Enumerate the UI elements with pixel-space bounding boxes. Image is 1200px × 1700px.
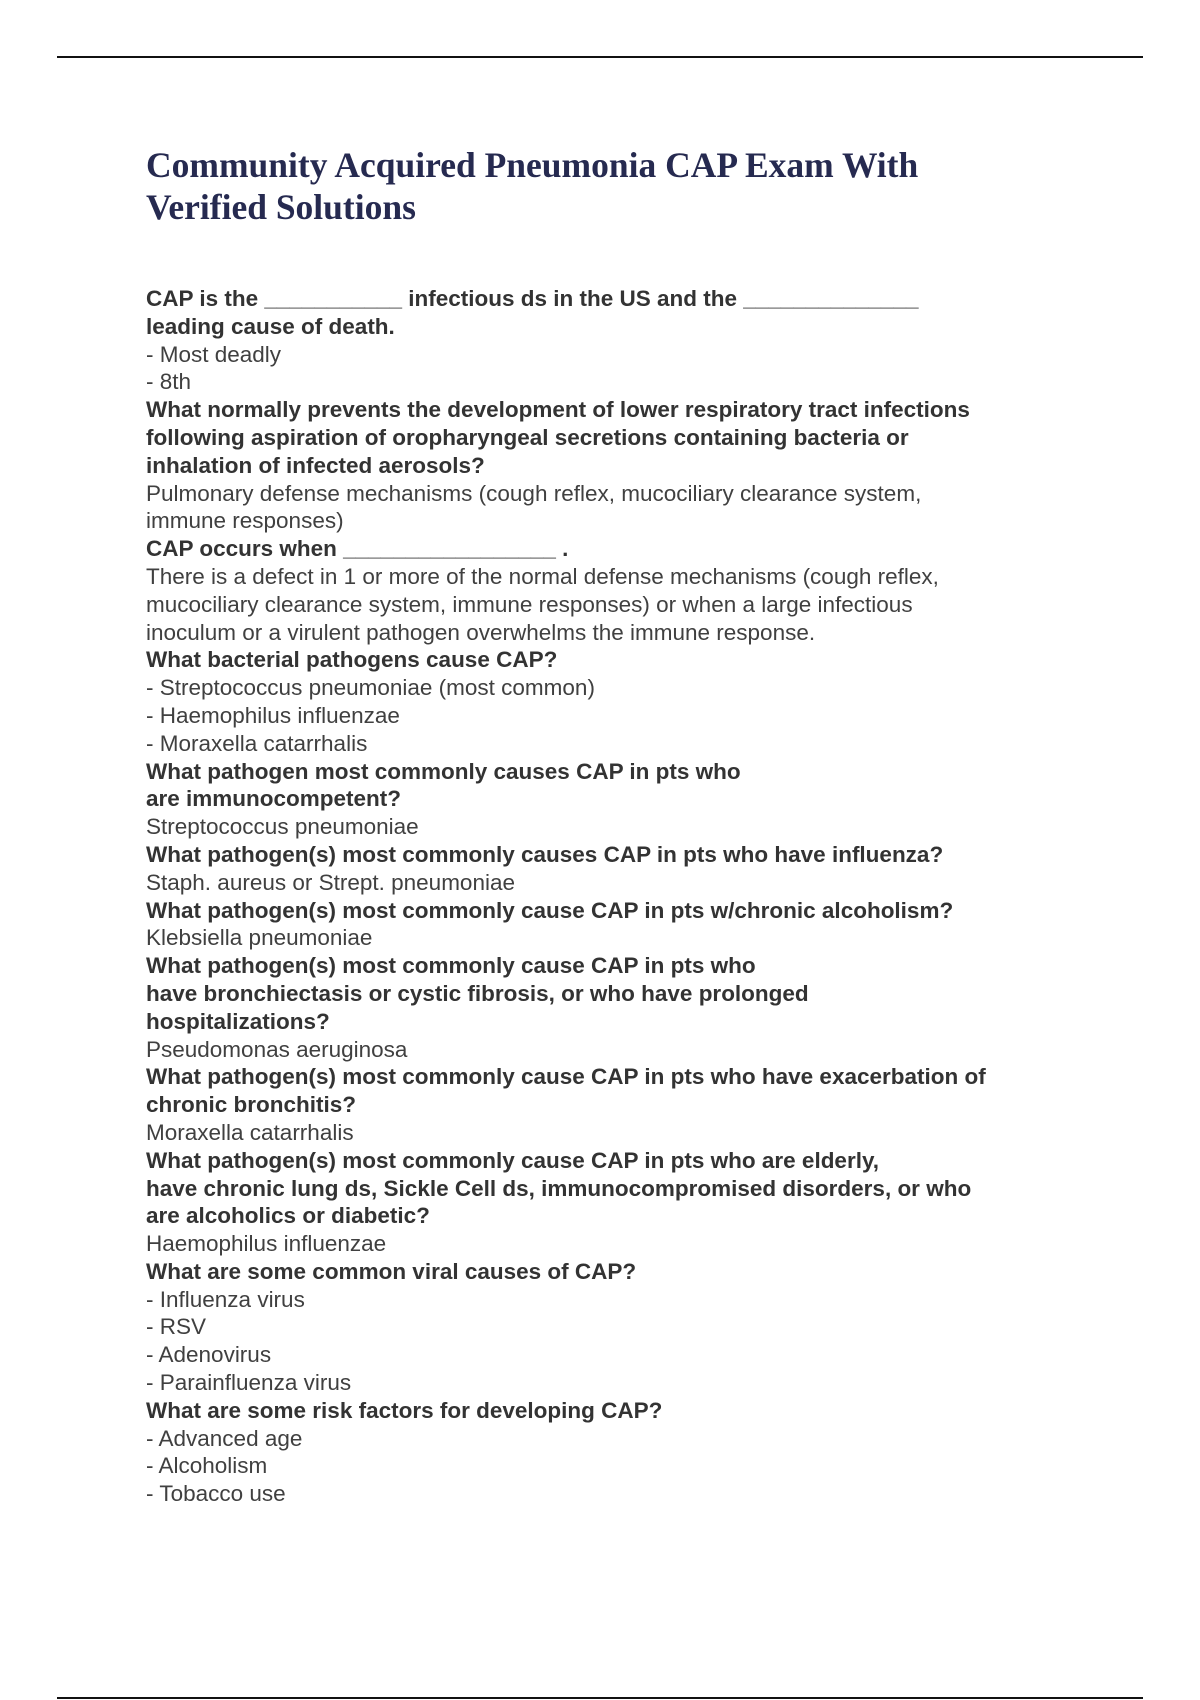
question — [146, 758, 1106, 814]
answer — [146, 1230, 1106, 1258]
qa-item — [146, 285, 1106, 396]
answer — [146, 674, 1106, 757]
answer — [146, 1119, 1106, 1147]
title-line-1: Community Acquired Pneumonia CAP Exam With — [146, 145, 919, 185]
answer — [146, 1286, 1106, 1397]
question-line: leading cause of death. — [146, 313, 395, 339]
answer — [146, 1036, 1106, 1064]
answer — [146, 869, 1106, 897]
answer — [146, 924, 1106, 952]
qa-item — [146, 1258, 1106, 1397]
answer-line: Pseudomonas aeruginosa — [146, 1036, 408, 1062]
answer-line: - Moraxella catarrhalis — [146, 730, 368, 756]
qa-item — [146, 897, 1106, 953]
answer-line: Haemophilus influenzae — [146, 1231, 387, 1257]
top-rule — [57, 56, 1143, 58]
answer-line: - Haemophilus influenzae — [146, 702, 400, 728]
qa-item — [146, 1063, 1106, 1146]
question-line: following aspiration of oropharyngeal secretions containing bacteria or — [146, 424, 909, 450]
answer-line: inoculum or a virulent pathogen overwhelms the immune response. — [146, 619, 816, 645]
answer — [146, 563, 1106, 646]
question-line: have chronic lung ds, Sickle Cell ds, immunocompromised disorders, or who — [146, 1175, 972, 1201]
answer-line: Moraxella catarrhalis — [146, 1119, 354, 1145]
answer-line: Staph. aureus or Strept. pneumoniae — [146, 869, 515, 895]
question-line: inhalation of infected aerosols? — [146, 452, 485, 478]
qa-item — [146, 1397, 1106, 1508]
question — [146, 396, 1106, 479]
question-line: hospitalizations? — [146, 1008, 330, 1034]
question-line: What pathogen most commonly causes CAP in pts who — [146, 758, 741, 784]
answer-line: - Parainfluenza virus — [146, 1370, 352, 1396]
question-line: are alcoholics or diabetic? — [146, 1203, 430, 1229]
answer-line: There is a defect in 1 or more of the normal defense mechanisms (cough reflex, — [146, 563, 939, 589]
answer-line: - Advanced age — [146, 1425, 303, 1451]
question — [146, 1063, 1106, 1119]
answer-line: - Influenza virus — [146, 1286, 305, 1312]
answer-line: - Adenovirus — [146, 1342, 272, 1368]
question — [146, 1147, 1106, 1230]
qa-item — [146, 535, 1106, 646]
answer — [146, 813, 1106, 841]
question-line: CAP occurs when _________________ . — [146, 536, 569, 562]
answer-line: Streptococcus pneumoniae — [146, 814, 419, 840]
bottom-rule — [57, 1697, 1143, 1699]
qa-item — [146, 841, 1106, 897]
question-line: What pathogen(s) most commonly cause CAP in pts who — [146, 953, 756, 979]
question — [146, 285, 1106, 341]
question-line: What pathogen(s) most commonly cause CAP in pts who have exacerbation of — [146, 1064, 986, 1090]
question-line: What pathogen(s) most commonly cause CAP in pts who are elderly, — [146, 1147, 880, 1173]
answer — [146, 1425, 1106, 1508]
qa-item — [146, 952, 1106, 1063]
qa-item — [146, 758, 1106, 841]
question-line: What are some common viral causes of CAP? — [146, 1258, 637, 1284]
question-line: What bacterial pathogens cause CAP? — [146, 647, 558, 673]
title-line-2: Verified Solutions — [146, 187, 416, 227]
answer-line: - 8th — [146, 369, 192, 395]
qa-list — [146, 285, 1106, 1508]
question-line: CAP is the ___________ infectious ds in the US and the ______________ — [146, 286, 919, 311]
answer-line: mucociliary clearance system, immune responses) or when a large infectious — [146, 591, 913, 617]
question — [146, 841, 1106, 869]
qa-item — [146, 1147, 1106, 1258]
answer-line: - RSV — [146, 1314, 207, 1340]
answer-line: immune responses) — [146, 508, 344, 534]
answer-line: Pulmonary defense mechanisms (cough reflex, mucociliary clearance system, — [146, 480, 922, 506]
answer-line: - Tobacco use — [146, 1481, 286, 1507]
answer-line: - Alcoholism — [146, 1453, 268, 1479]
answer — [146, 480, 1106, 536]
question — [146, 1397, 1106, 1425]
document-title — [146, 144, 1066, 228]
answer-line: - Streptococcus pneumoniae (most common) — [146, 675, 595, 701]
question-line: What pathogen(s) most commonly cause CAP in pts w/chronic alcoholism? — [146, 897, 954, 923]
question-line: are immunocompetent? — [146, 786, 402, 812]
question — [146, 952, 1106, 1035]
question — [146, 646, 1106, 674]
qa-item — [146, 646, 1106, 757]
answer — [146, 341, 1106, 397]
question — [146, 535, 1106, 563]
question — [146, 897, 1106, 925]
question-line: What normally prevents the development of lower respiratory tract infections — [146, 397, 970, 423]
question-line: have bronchiectasis or cystic fibrosis, or who have prolonged — [146, 980, 809, 1006]
question-line: What pathogen(s) most commonly causes CAP in pts who have influenza? — [146, 841, 944, 867]
question-line: What are some risk factors for developing CAP? — [146, 1397, 663, 1423]
question-line: chronic bronchitis? — [146, 1092, 357, 1118]
answer-line: - Most deadly — [146, 341, 282, 367]
answer-line: Klebsiella pneumoniae — [146, 925, 373, 951]
question — [146, 1258, 1106, 1286]
qa-item — [146, 396, 1106, 535]
